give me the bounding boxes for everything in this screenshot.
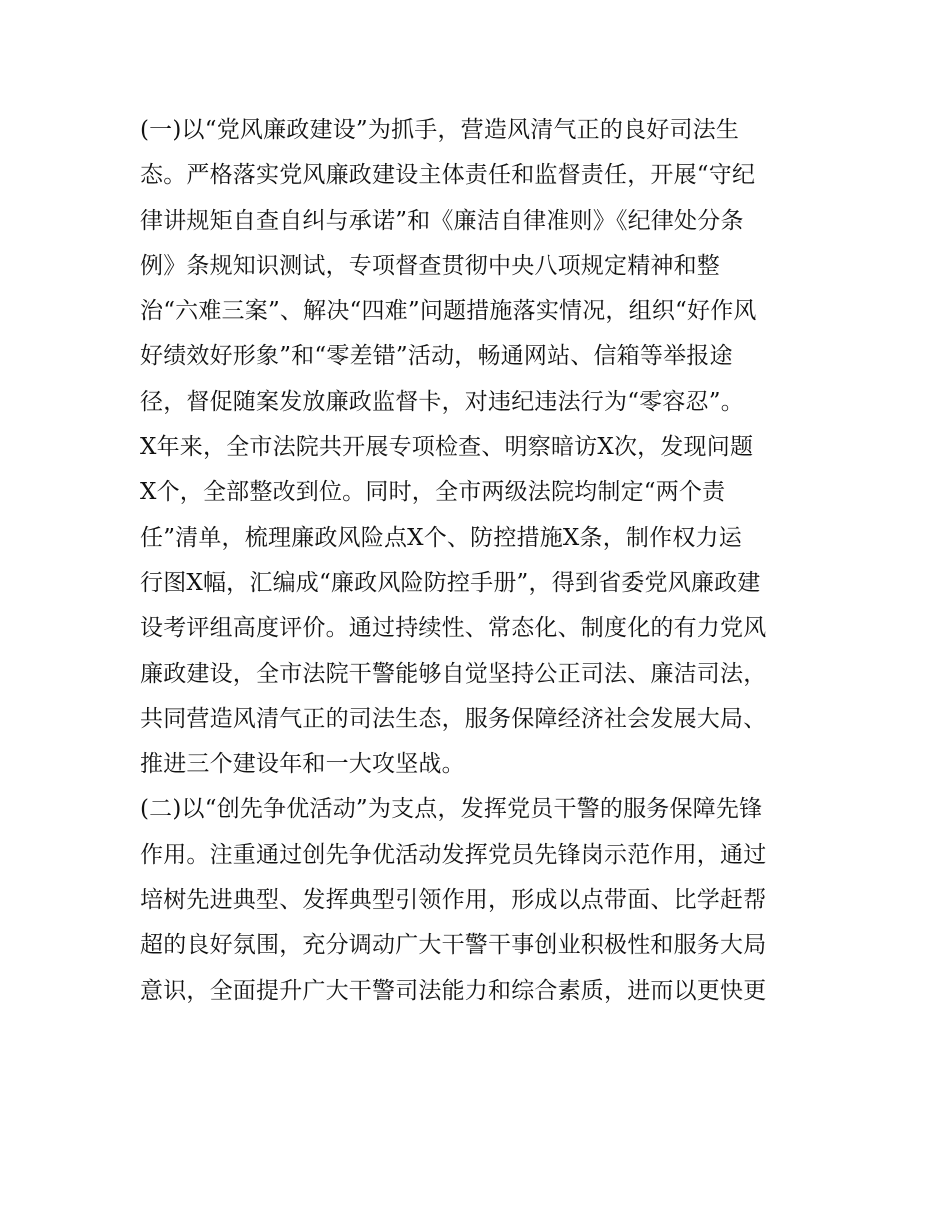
text-line: 培树先进典型、发挥典型引领作用，形成以点带面、比学赶帮 [140, 887, 767, 914]
text-line: 律讲规矩自查自纠与承诺”和《廉洁自律准则》《纪律处分条 [140, 207, 744, 234]
text-line: 径，督促随案发放廉政监督卡，对违纪违法行为“零容忍”。 [140, 388, 744, 415]
text-line: 态。严格落实党风廉政建设主体责任和监督责任，开展“守纪 [140, 162, 756, 189]
document-body [140, 108, 820, 1014]
text-line: (二)以“创先争优活动”为支点，发挥党员干警的服务保障先锋 [140, 796, 763, 823]
text-line: 推进三个建设年和一大攻坚战。 [140, 751, 465, 778]
text-line: X个，全部整改到位。同时，全市两级法院均制定“两个责 [140, 479, 726, 506]
text-line: (一)以“党风廉政建设”为抓手，营造风清气正的良好司法生 [140, 117, 740, 143]
text-line: 共同营造风清气正的司法生态，服务保障经济社会发展大局、 [140, 705, 767, 732]
text-line: 廉政建设，全市法院干警能够自觉坚持公正司法、廉洁司法， [140, 660, 767, 687]
text-line: 设考评组高度评价。通过持续性、常态化、制度化的有力党风 [140, 615, 767, 642]
text-line: 任”清单，梳理廉政风险点X个、防控措施X条，制作权力运 [140, 524, 742, 551]
text-line: 治“六难三案”、解决“四难”问题措施落实情况，组织“好作风 [140, 298, 757, 325]
text-line: 行图X幅，汇编成“廉政风险防控手册”，得到省委党风廉政建 [140, 569, 761, 596]
text-line: 超的良好氛围，充分调动广大干警干事创业积极性和服务大局 [140, 932, 767, 959]
text-line: 意识，全面提升广大干警司法能力和综合素质，进而以更快更 [140, 977, 767, 1004]
text-line: 好绩效好形象”和“零差错”活动，畅通网站、信箱等举报途 [140, 343, 733, 370]
text-line: 例》条规知识测试，专项督查贯彻中央八项规定精神和整 [140, 252, 720, 279]
text-line: 作用。注重通过创先争优活动发挥党员先锋岗示范作用，通过 [140, 841, 767, 868]
text-line: X年来，全市法院共开展专项检查、明察暗访X次，发现问题 [140, 434, 754, 461]
